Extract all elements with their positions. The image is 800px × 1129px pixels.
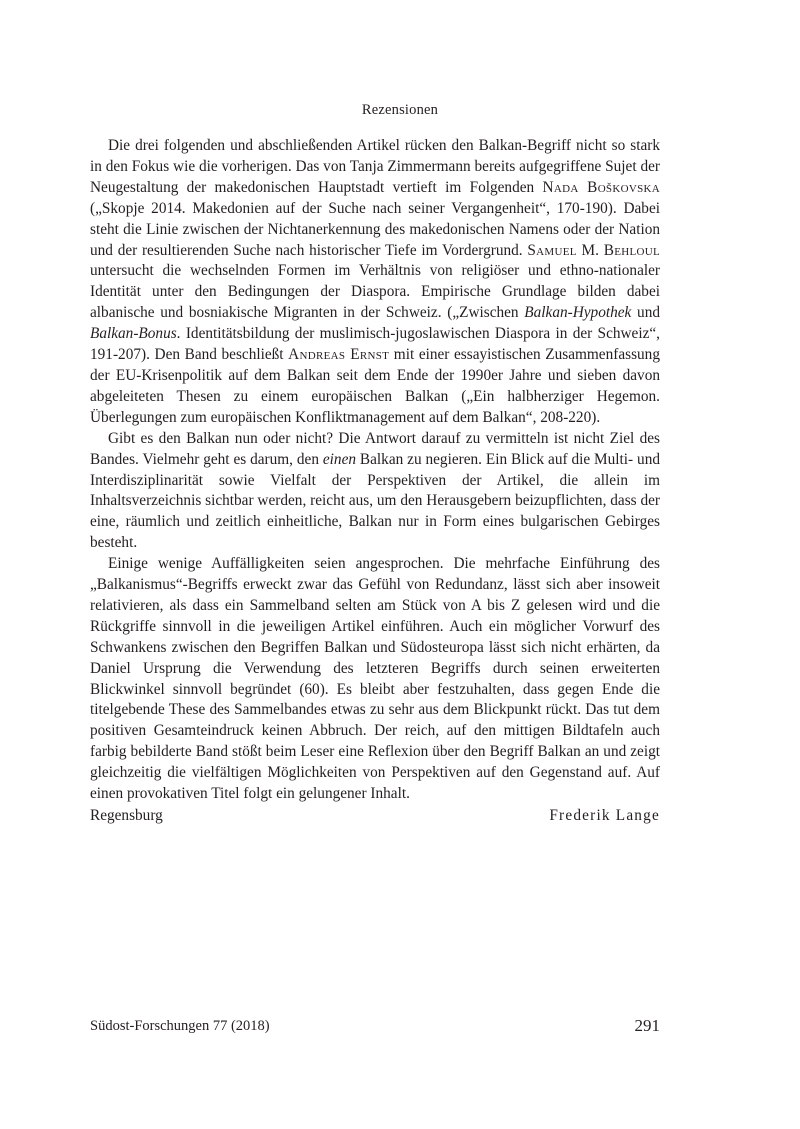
text-run: und	[631, 304, 660, 322]
text-run: M.	[576, 241, 604, 259]
running-head: Rezensionen	[361, 102, 439, 118]
text-run: Gibt es den Balkan nun oder nicht? Die Antwort darauf zu vermitteln ist nicht Ziel des Bandes. Vielmehr geht es darum, den	[90, 429, 660, 468]
italic-run: einen	[322, 450, 357, 468]
author-name: Nada Boškovska	[542, 178, 660, 196]
text-run: Die drei folgenden und abschließenden Artikel rücken den Balkan-Begriff nicht so stark in den Fokus wie die vorherigen. Das von Tanja Zimmermann bereits aufgegriffene Sujet der Neugestaltung der makedonischen Hauptstadt vertieft im Folgenden	[90, 137, 660, 196]
text-run: Balkan zu negieren. Ein Blick auf die Multi- und Interdisziplinarität sowie Vielfalt der Perspektiven der Artikel, die allein im Inhaltsverzeichnis sichtbar werden, reicht aus, um den Herausgebern beizupflichten, dass der eine, räumlich und zeitlich einheitliche, Balkan nur in Form eines bulgarischen Gebirges besteht.	[90, 450, 660, 552]
paragraph-1	[90, 136, 660, 429]
signature-author: Frederik Lange	[549, 807, 660, 824]
signature-place: Regensburg	[90, 807, 163, 824]
journal-citation: Südost-Forschungen 77 (2018)	[90, 1018, 270, 1034]
text-run: („Skopje 2014. Makedonien auf der Suche nach seiner Vergangenheit“, 170-190). Dabei steht die Linie zwischen der Nichtanerkennung des makedonischen Namens oder der Nation und der resultierenden Suche nach historischer Tiefe im Vordergrund.	[90, 199, 660, 259]
review-body	[90, 136, 660, 805]
author-name: Andreas Ernst	[288, 346, 390, 364]
paragraph-3	[90, 554, 660, 805]
text-run: mit einer essayistischen Zusammenfassung der EU-Krisenpolitik auf dem Balkan seit dem Ende der 1990er Jahre und sieben davon abgeleiteten Thesen zu einem europäischen Balkan („Ein halbherziger Hegemon. Überlegungen zum europäischen Konfliktmanagement auf dem Balkan“, 208-220).	[90, 346, 660, 426]
text-run: Einige wenige Auffälligkeiten seien angesprochen. Die mehrfache Einführung des „Balkanismus“-Begriffs erweckt zwar das Gefühl von Redundanz, lässt sich aber insoweit relativieren, als dass ein Sammelband selten am Stück von A bis Z gelesen wird und die Rückgriffe sinnvoll in die jeweiligen Artikel einführen. Auch ein möglicher Vorwurf des Schwankens zwischen den Begriffen Balkan und Südosteuropa lässt sich nicht erhärten, da Daniel Ursprung die Verwendung des letzteren Begriffs durch seinen erweiterten Blickwinkel sinnvoll begründet (60). Es bleibt aber festzuhalten, dass gegen Ende die titelgebende These des Sammelbandes etwas zu sehr aus dem Blickpunkt rückt. Das tut dem positiven Gesamteindruck keinen Abbruch. Der reich, auf den mittigen Bildtafeln auch farbig bebilderte Band stößt beim Leser eine Reflexion über den Begriff Balkan an und zeigt gleichzeitig die vielfältigen Möglichkeiten von Perspektiven auf den Gegenstand auf. Auf einen provokativen Titel folgt ein gelungener Inhalt.	[90, 555, 660, 803]
text-run: . Identitätsbildung der muslimisch-jugoslawischen Diaspora in der Schweiz“, 191-207). Den Band beschließt	[90, 325, 660, 364]
text-run: untersucht die wechselnden Formen im Verhältnis von religiöser und ethno-nationaler Identität unter den Bedingungen der Diaspora. Empirische Grundlage bilden dabei albanische und bosniakische Migranten in der Schweiz. („Zwischen	[90, 262, 660, 322]
author-name: Behloul	[603, 241, 660, 259]
author-name: Samuel	[527, 241, 577, 259]
italic-run: Balkan-Bonus	[90, 325, 177, 343]
paragraph-2	[90, 429, 660, 554]
italic-run: Balkan-Hypothek	[524, 304, 632, 322]
page-number: 291	[634, 1016, 660, 1035]
